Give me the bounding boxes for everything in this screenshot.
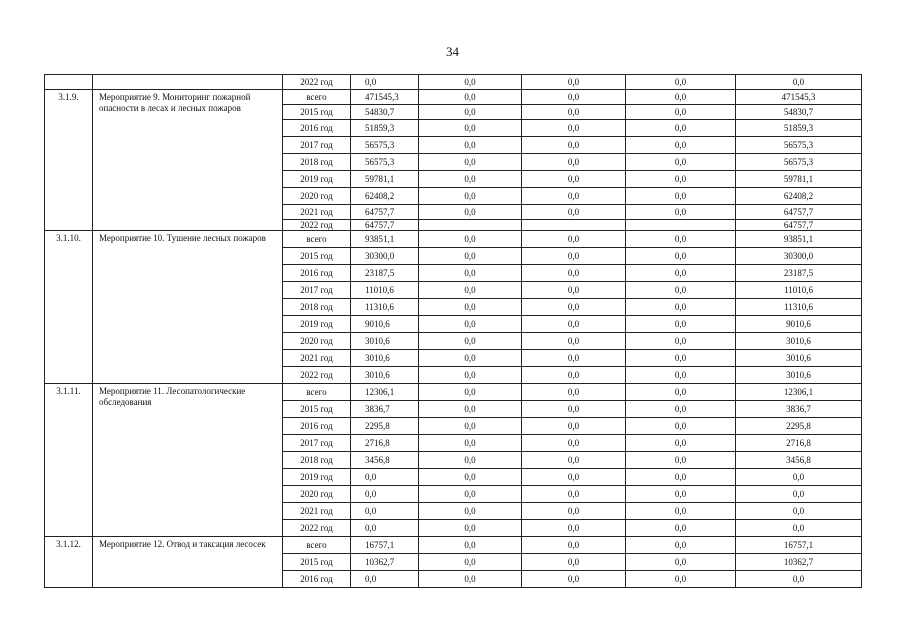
value-cell: 16757,1: [351, 537, 419, 554]
value-cell: [419, 220, 522, 231]
value-cell: 0,0: [626, 205, 736, 220]
value-cell: 0,0: [419, 503, 522, 520]
measure-code: 3.1.10.: [45, 231, 93, 384]
period-cell: 2022 год: [283, 520, 351, 537]
period-cell: 2015 год: [283, 248, 351, 265]
value-cell: 0,0: [626, 265, 736, 282]
value-cell: 0,0: [419, 120, 522, 137]
value-cell: 62408,2: [351, 188, 419, 205]
value-cell: 3010,6: [736, 333, 862, 350]
value-cell: 0,0: [522, 171, 626, 188]
value-cell: 0,0: [736, 520, 862, 537]
value-cell: 0,0: [522, 154, 626, 171]
period-cell: 2022 год: [283, 367, 351, 384]
value-cell: 0,0: [522, 350, 626, 367]
value-cell: 0,0: [522, 282, 626, 299]
period-cell: 2017 год: [283, 137, 351, 154]
value-cell: 12306,1: [351, 384, 419, 401]
value-cell: 0,0: [626, 316, 736, 333]
period-cell: 2015 год: [283, 554, 351, 571]
value-cell: 3456,8: [351, 452, 419, 469]
value-cell: 0,0: [419, 469, 522, 486]
value-cell: 0,0: [419, 401, 522, 418]
value-cell: 0,0: [419, 171, 522, 188]
value-cell: 0,0: [736, 503, 862, 520]
value-cell: 0,0: [522, 401, 626, 418]
value-cell: 0,0: [419, 435, 522, 452]
table-row: [45, 537, 862, 554]
value-cell: 3010,6: [351, 333, 419, 350]
period-cell: 2015 год: [283, 105, 351, 120]
value-cell: 54830,7: [736, 105, 862, 120]
period-cell: 2020 год: [283, 188, 351, 205]
value-cell: 0,0: [419, 571, 522, 588]
value-cell: 10362,7: [351, 554, 419, 571]
period-cell: 2016 год: [283, 418, 351, 435]
measure-code: [45, 75, 93, 90]
period-cell: всего: [283, 384, 351, 401]
value-cell: 0,0: [626, 75, 736, 90]
value-cell: 30300,0: [736, 248, 862, 265]
value-cell: 0,0: [522, 333, 626, 350]
value-cell: 0,0: [626, 418, 736, 435]
value-cell: 0,0: [626, 520, 736, 537]
value-cell: 9010,6: [736, 316, 862, 333]
period-cell: 2016 год: [283, 120, 351, 137]
value-cell: 0,0: [522, 486, 626, 503]
value-cell: 64757,7: [351, 220, 419, 231]
value-cell: 56575,3: [351, 154, 419, 171]
value-cell: 3836,7: [736, 401, 862, 418]
value-cell: 56575,3: [351, 137, 419, 154]
table-row: [45, 75, 862, 90]
value-cell: 0,0: [736, 571, 862, 588]
value-cell: 3010,6: [736, 350, 862, 367]
value-cell: 0,0: [522, 248, 626, 265]
value-cell: 64757,7: [736, 220, 862, 231]
value-cell: 51859,3: [736, 120, 862, 137]
period-cell: 2017 год: [283, 282, 351, 299]
value-cell: 0,0: [522, 571, 626, 588]
value-cell: 2295,8: [351, 418, 419, 435]
period-cell: всего: [283, 537, 351, 554]
value-cell: 0,0: [522, 554, 626, 571]
value-cell: 2716,8: [736, 435, 862, 452]
value-cell: 56575,3: [736, 137, 862, 154]
value-cell: 59781,1: [351, 171, 419, 188]
value-cell: 0,0: [626, 401, 736, 418]
value-cell: 0,0: [736, 469, 862, 486]
value-cell: 0,0: [351, 503, 419, 520]
value-cell: 0,0: [351, 469, 419, 486]
value-cell: 16757,1: [736, 537, 862, 554]
value-cell: 0,0: [351, 486, 419, 503]
value-cell: 0,0: [419, 520, 522, 537]
value-cell: 0,0: [626, 350, 736, 367]
value-cell: 0,0: [626, 105, 736, 120]
value-cell: 0,0: [419, 486, 522, 503]
value-cell: 3010,6: [351, 367, 419, 384]
value-cell: 0,0: [626, 137, 736, 154]
value-cell: 0,0: [626, 120, 736, 137]
value-cell: 0,0: [419, 299, 522, 316]
value-cell: 0,0: [419, 265, 522, 282]
value-cell: 0,0: [626, 537, 736, 554]
period-cell: 2015 год: [283, 401, 351, 418]
value-cell: 0,0: [522, 105, 626, 120]
period-cell: 2021 год: [283, 205, 351, 220]
measure-name: Мероприятие 9. Мониторинг пожарной опасности в лесах и лесных пожаров: [93, 90, 283, 231]
period-cell: всего: [283, 90, 351, 105]
measure-code: 3.1.12.: [45, 537, 93, 588]
value-cell: 0,0: [522, 205, 626, 220]
measure-code: 3.1.9.: [45, 90, 93, 231]
period-cell: 2018 год: [283, 452, 351, 469]
value-cell: 0,0: [522, 452, 626, 469]
period-cell: 2017 год: [283, 435, 351, 452]
period-cell: 2022 год: [283, 75, 351, 90]
value-cell: 0,0: [419, 537, 522, 554]
period-cell: 2018 год: [283, 299, 351, 316]
value-cell: 3456,8: [736, 452, 862, 469]
value-cell: 10362,7: [736, 554, 862, 571]
measure-code: 3.1.11.: [45, 384, 93, 537]
value-cell: 23187,5: [736, 265, 862, 282]
value-cell: 56575,3: [736, 154, 862, 171]
value-cell: 51859,3: [351, 120, 419, 137]
measure-name: Мероприятие 10. Тушение лесных пожаров: [93, 231, 283, 384]
value-cell: 0,0: [419, 554, 522, 571]
value-cell: 0,0: [626, 248, 736, 265]
value-cell: [626, 220, 736, 231]
value-cell: 0,0: [522, 231, 626, 248]
table-row: [45, 90, 862, 105]
value-cell: 0,0: [419, 75, 522, 90]
value-cell: 62408,2: [736, 188, 862, 205]
value-cell: 0,0: [522, 265, 626, 282]
value-cell: 0,0: [419, 316, 522, 333]
value-cell: 0,0: [419, 90, 522, 105]
value-cell: [522, 220, 626, 231]
value-cell: 0,0: [419, 384, 522, 401]
value-cell: 0,0: [351, 75, 419, 90]
value-cell: 30300,0: [351, 248, 419, 265]
value-cell: 11310,6: [351, 299, 419, 316]
value-cell: 2716,8: [351, 435, 419, 452]
value-cell: 2295,8: [736, 418, 862, 435]
value-cell: 0,0: [626, 452, 736, 469]
value-cell: 0,0: [419, 333, 522, 350]
value-cell: 0,0: [522, 537, 626, 554]
period-cell: 2019 год: [283, 316, 351, 333]
period-cell: 2018 год: [283, 154, 351, 171]
value-cell: 0,0: [419, 248, 522, 265]
value-cell: 23187,5: [351, 265, 419, 282]
value-cell: 11310,6: [736, 299, 862, 316]
value-cell: 3010,6: [351, 350, 419, 367]
value-cell: 0,0: [419, 282, 522, 299]
value-cell: 0,0: [351, 571, 419, 588]
value-cell: 0,0: [351, 520, 419, 537]
value-cell: 54830,7: [351, 105, 419, 120]
value-cell: 64757,7: [736, 205, 862, 220]
value-cell: 0,0: [626, 486, 736, 503]
value-cell: 0,0: [522, 469, 626, 486]
value-cell: 0,0: [736, 75, 862, 90]
value-cell: 0,0: [626, 503, 736, 520]
value-cell: 0,0: [419, 154, 522, 171]
value-cell: 0,0: [419, 137, 522, 154]
measure-name: Мероприятие 12. Отвод и таксация лесосек: [93, 537, 283, 588]
value-cell: 0,0: [626, 282, 736, 299]
value-cell: 0,0: [419, 452, 522, 469]
value-cell: 0,0: [626, 154, 736, 171]
period-cell: 2021 год: [283, 350, 351, 367]
value-cell: 11010,6: [736, 282, 862, 299]
value-cell: 3010,6: [736, 367, 862, 384]
value-cell: 93851,1: [736, 231, 862, 248]
value-cell: 0,0: [522, 418, 626, 435]
value-cell: 0,0: [522, 435, 626, 452]
value-cell: 0,0: [626, 571, 736, 588]
page-number: 34: [446, 44, 459, 59]
value-cell: 0,0: [419, 367, 522, 384]
value-cell: 0,0: [626, 469, 736, 486]
value-cell: 0,0: [522, 75, 626, 90]
measure-name: [93, 75, 283, 90]
value-cell: 11010,6: [351, 282, 419, 299]
table-row: [45, 384, 862, 401]
period-cell: 2016 год: [283, 265, 351, 282]
value-cell: 0,0: [419, 205, 522, 220]
value-cell: 0,0: [522, 384, 626, 401]
value-cell: 0,0: [626, 333, 736, 350]
period-cell: 2020 год: [283, 333, 351, 350]
value-cell: 9010,6: [351, 316, 419, 333]
value-cell: 0,0: [626, 435, 736, 452]
value-cell: 0,0: [522, 90, 626, 105]
value-cell: 0,0: [419, 188, 522, 205]
value-cell: 0,0: [522, 188, 626, 205]
value-cell: 0,0: [522, 503, 626, 520]
value-cell: 0,0: [626, 171, 736, 188]
value-cell: 0,0: [626, 188, 736, 205]
value-cell: 0,0: [419, 231, 522, 248]
value-cell: 0,0: [419, 105, 522, 120]
value-cell: 64757,7: [351, 205, 419, 220]
budget-table: [44, 74, 862, 588]
value-cell: 0,0: [626, 367, 736, 384]
value-cell: 0,0: [626, 554, 736, 571]
measure-name: Мероприятие 11. Лесопатологические обследования: [93, 384, 283, 537]
value-cell: 0,0: [522, 520, 626, 537]
value-cell: 0,0: [626, 384, 736, 401]
period-cell: 2019 год: [283, 469, 351, 486]
value-cell: 12306,1: [736, 384, 862, 401]
value-cell: 0,0: [626, 90, 736, 105]
value-cell: 0,0: [522, 316, 626, 333]
value-cell: 0,0: [626, 231, 736, 248]
value-cell: 0,0: [736, 486, 862, 503]
value-cell: 0,0: [522, 120, 626, 137]
value-cell: 0,0: [522, 367, 626, 384]
value-cell: 0,0: [419, 418, 522, 435]
value-cell: 3836,7: [351, 401, 419, 418]
value-cell: 0,0: [522, 299, 626, 316]
period-cell: всего: [283, 231, 351, 248]
value-cell: 0,0: [419, 350, 522, 367]
period-cell: 2022 год: [283, 220, 351, 231]
value-cell: 471545,3: [351, 90, 419, 105]
value-cell: 0,0: [522, 137, 626, 154]
value-cell: 59781,1: [736, 171, 862, 188]
table-body: [45, 75, 862, 588]
period-cell: 2019 год: [283, 171, 351, 188]
period-cell: 2021 год: [283, 503, 351, 520]
value-cell: 0,0: [626, 299, 736, 316]
value-cell: 471545,3: [736, 90, 862, 105]
period-cell: 2016 год: [283, 571, 351, 588]
table-row: [45, 231, 862, 248]
period-cell: 2020 год: [283, 486, 351, 503]
value-cell: 93851,1: [351, 231, 419, 248]
